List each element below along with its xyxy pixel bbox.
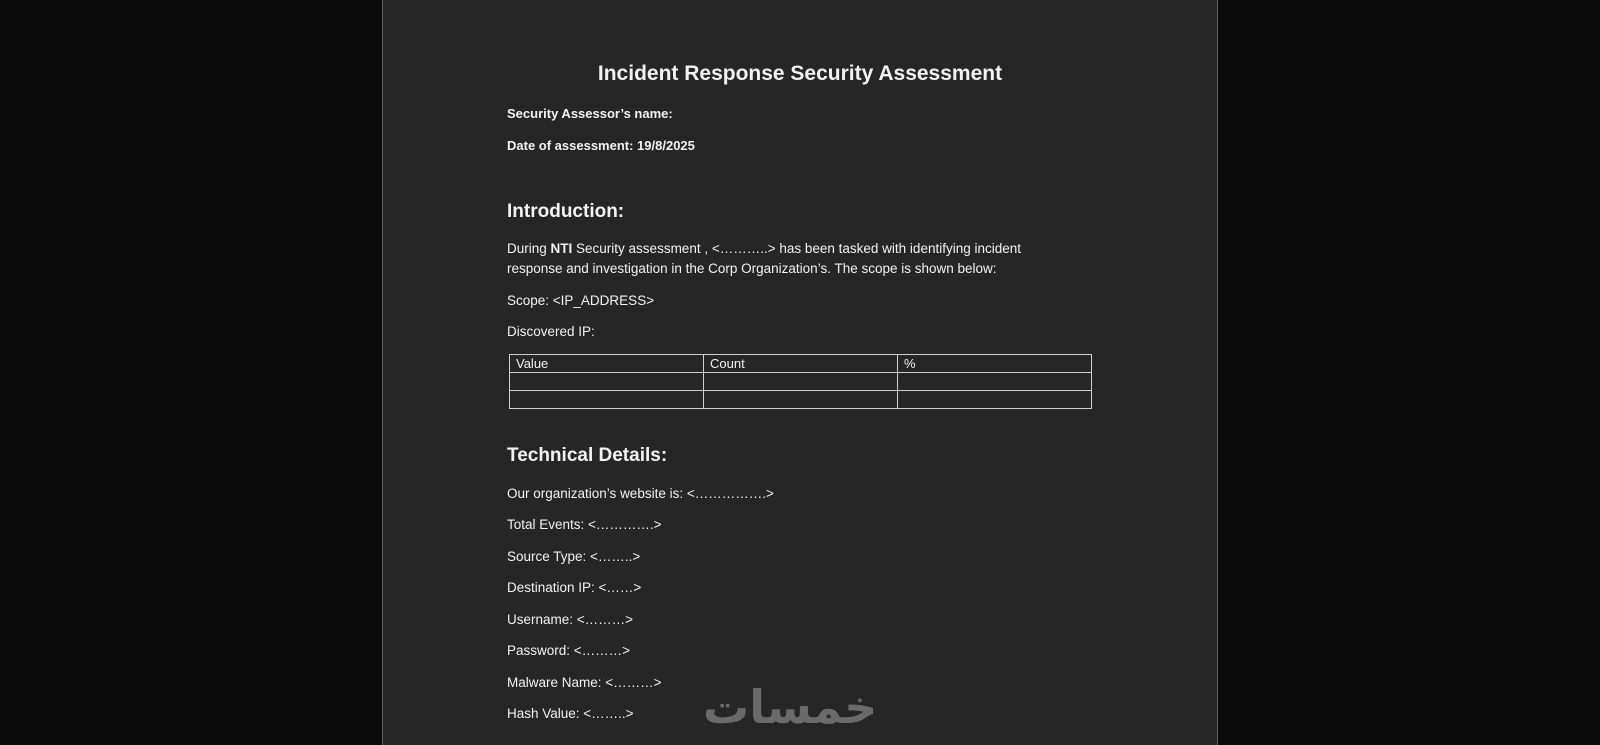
assessment-date: Date of assessment: 19/8/2025 — [507, 138, 695, 153]
header-count: Count — [704, 355, 898, 373]
intro-text-start: During — [507, 241, 551, 256]
table-header-row — [510, 355, 1092, 373]
scope-text: Scope: <IP_ADDRESS> — [507, 293, 655, 308]
detail-password: Password: <………> — [507, 643, 631, 658]
table-cell — [510, 373, 704, 391]
table-row — [510, 391, 1092, 409]
detail-total-events: Total Events: <………….> — [507, 517, 662, 532]
intro-bold-nti: NTI — [550, 241, 573, 256]
detail-malware-name: Malware Name: <………> — [507, 675, 662, 690]
detail-hash-value: Hash Value: <……..> — [507, 706, 634, 721]
assessor-name-label: Security Assessor’s name: — [507, 106, 673, 121]
table-cell — [510, 391, 704, 409]
discovered-ip-label: Discovered IP: — [507, 324, 595, 339]
table-row — [510, 373, 1092, 391]
table-cell — [898, 391, 1092, 409]
detail-website: Our organization’s website is: <…………….> — [507, 486, 774, 501]
watermark-logo: خمسات — [703, 680, 878, 734]
document-title: Incident Response Security Assessment — [597, 62, 1003, 85]
detail-destination-ip: Destination IP: <……> — [507, 580, 642, 595]
table-cell — [704, 391, 898, 409]
header-percent: % — [898, 355, 1092, 373]
intro-paragraph-line1 — [507, 241, 1021, 256]
detail-username: Username: <………> — [507, 612, 634, 627]
header-value: Value — [510, 355, 704, 373]
intro-paragraph-line2: response and investigation in the Corp Organization’s. The scope is shown below: — [507, 261, 997, 276]
introduction-heading: Introduction: — [507, 201, 625, 222]
discovered-ip-table — [509, 354, 1092, 409]
table-cell — [704, 373, 898, 391]
detail-source-type: Source Type: <……..> — [507, 549, 641, 564]
technical-details-heading: Technical Details: — [507, 445, 668, 466]
intro-text-rest: Security assessment , <………..> has been tasked with identifying incident — [572, 241, 1022, 256]
document-page — [382, 0, 1218, 745]
table-cell — [898, 373, 1092, 391]
